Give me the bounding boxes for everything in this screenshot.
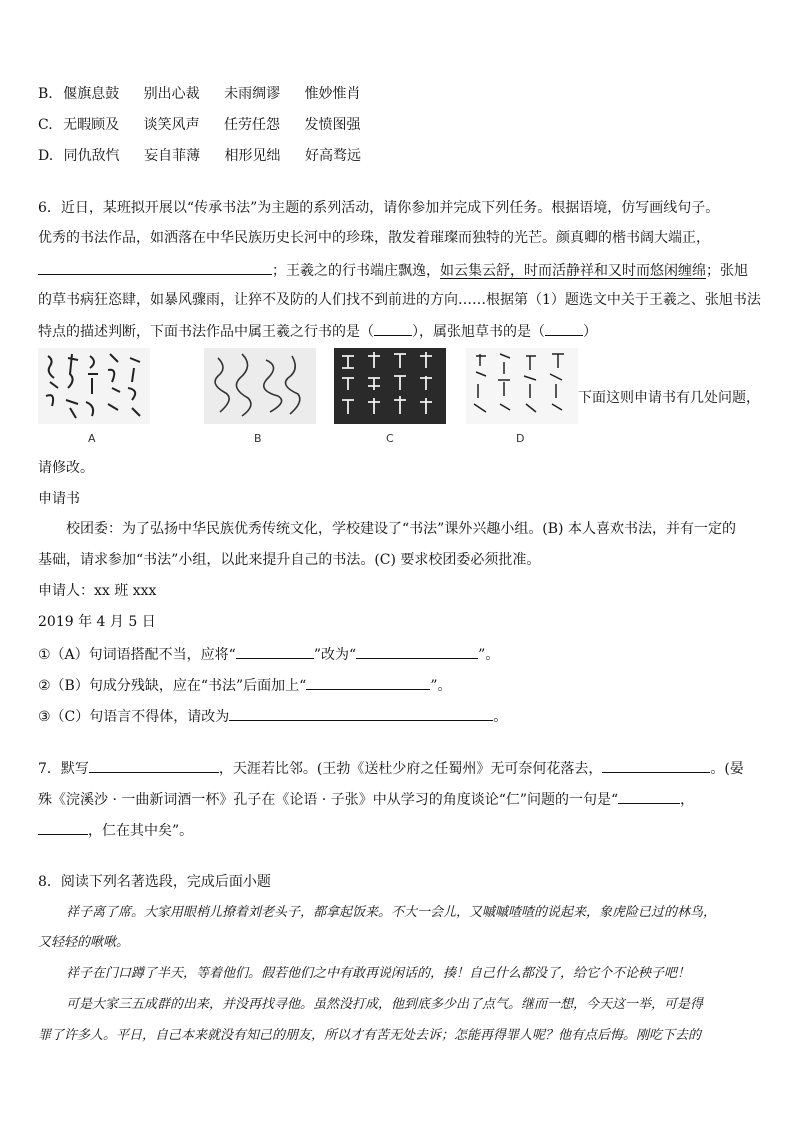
applicant: 申请人：xx 班 xxx (38, 583, 157, 599)
answer-blank-q7d[interactable] (38, 822, 88, 835)
q6-sub3: ③（C）句语言不得体，请改为 。 (38, 709, 508, 725)
option-d: D. 同仇敌忾 妄自菲薄 相形见绌 好高骛远 (38, 148, 361, 164)
answer-blank-sub2[interactable] (306, 677, 430, 690)
q6-sub2: ②（B）句成分残缺，应在“书法”后面加上“ ”。 (38, 678, 452, 694)
q6-line5: 特点的描述判断，下面书法作品中属王羲之行书的是（ ），属张旭草书的是（ ） (38, 324, 597, 340)
q6-line3: ；王羲之的行书端庄飘逸，如云集云舒，时而活静祥和又时而悠闲缠绵；张旭 (38, 262, 748, 279)
calligraphy-images (38, 348, 760, 448)
answer-blank-sub1a[interactable] (236, 646, 314, 659)
q6-trailing-text: 下面这则申请书有几处问题， (578, 390, 760, 406)
answer-blank-q7b[interactable] (602, 760, 710, 773)
q8-excerpt-p3a: 可是大家三五成群的出来，并没再找寻他。虽然没打成，他到底多少出了点气。继而一想，今天这一举，可是得 (66, 997, 704, 1012)
q8-excerpt-p3b: 罪了许多人。平日，自己本来就没有知己的朋友，所以才有苦无处去诉；怎能再得罪人呢？他有点后悔。刚吃下去的 (38, 1028, 702, 1043)
answer-blank-sub1b[interactable] (356, 646, 478, 659)
q6-line2: 优秀的书法作品，如洒落在中华民族历史长河中的珍珠，散发着璀璨而独特的光芒。颜真卿的楷书阔大端正， (38, 230, 710, 246)
calligraphy-image-a: A (38, 348, 150, 424)
application-body-1: 校团委：为了弘扬中华民族优秀传统文化，学校建设了“书法”课外兴趣小组。(B) 本人喜欢书法，并有一定的 (66, 521, 736, 537)
q8-title: 8．阅读下列名著选段，完成后面小题 (38, 874, 271, 890)
q6-sub1: ①（A）句词语搭配不当，应将“ ”改为“ ”。 (38, 647, 500, 663)
calligraphy-d-icon (466, 348, 578, 424)
option-b: B. 偃旗息鼓 别出心裁 未雨绸谬 惟妙惟肖 (38, 86, 361, 102)
application-body-2: 基础，请求参加“书法”小组，以此来提升自己的书法。(C) 要求校团委必须批准。 (38, 552, 541, 568)
calligraphy-c-icon (334, 348, 446, 424)
q8-excerpt-p1b: 又轻轻的啾啾。 (38, 935, 130, 950)
answer-blank-caoshu[interactable] (545, 323, 583, 336)
application-title: 申请书 (38, 491, 80, 507)
answer-blank[interactable] (38, 262, 272, 275)
calligraphy-image-c: C (334, 348, 446, 424)
q7-line3: ，仁在其中矣”。 (38, 822, 193, 839)
calligraphy-image-b: B (204, 348, 316, 424)
q8-excerpt-p1a: 祥子离了席。大家用眼梢儿撩着刘老头子，都拿起饭来。不大一会儿，又嘁嘁喳喳的说起来，象虎险已过的林鸟， (66, 905, 717, 920)
calligraphy-b-icon (204, 348, 316, 424)
q6-fix: 请修改。 (38, 460, 94, 476)
application-date: 2019 年 4 月 5 日 (38, 614, 156, 630)
q7-line1: 7．默写 ，天涯若比邻。(王勃《送杜少府之任蜀州》无可奈何花落去， 。(晏 (38, 761, 744, 777)
answer-blank-sub3[interactable] (229, 708, 493, 721)
q6-intro: 6．近日，某班拟开展以“传承书法”为主题的系列活动，请你参加并完成下列任务。根据语境，仿写画线句子。 (38, 200, 720, 216)
option-c: C. 无暇顾及 谈笑风声 任劳任怨 发愤图强 (38, 117, 361, 133)
calligraphy-image-d: D (466, 348, 578, 424)
q8-excerpt-p2: 祥子在门口蹲了半天，等着他们。假若他们之中有敢再说闲话的，揍！自己什么都没了，给它个不论秧子吧！ (66, 966, 691, 981)
q6-line4: 的草书病狂恣肆，如暴风骤雨，让猝不及防的人们找不到前进的方向……根据第（1）题选文中关于王羲之、张旭书法 (38, 292, 761, 308)
q7-line2: 殊《浣溪沙 · 一曲新词酒一杯》孔子在《论语 · 子张》中从学习的角度谈论“仁”问题的一句是“ ， (38, 792, 695, 808)
answer-blank-q7c[interactable] (618, 791, 680, 804)
answer-blank-q7a[interactable] (89, 760, 219, 773)
answer-blank-xingshu[interactable] (374, 323, 412, 336)
calligraphy-a-icon (38, 348, 150, 424)
